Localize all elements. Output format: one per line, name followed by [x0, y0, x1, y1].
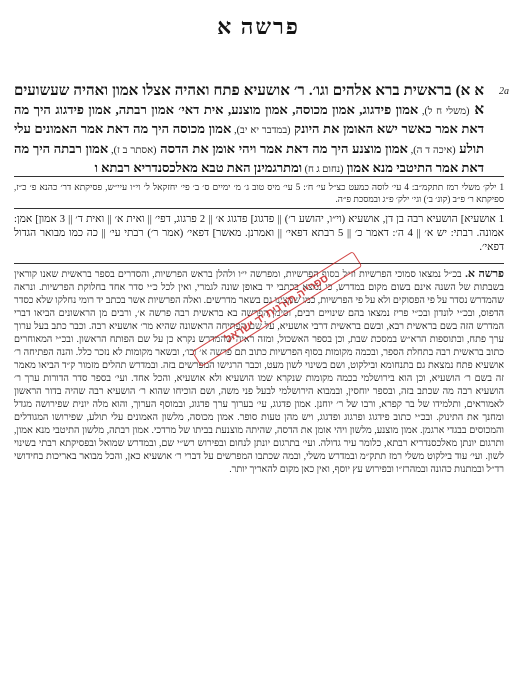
divider — [14, 208, 504, 209]
text-segment: האמונים עלי תולע — [14, 121, 485, 156]
citation: (אסתר ב ז), — [108, 144, 157, 156]
text-segment: אמון רבתה היך מה דאת אמר התיטבי מנא אמון — [14, 140, 484, 175]
main-midrash-text — [14, 82, 484, 179]
commentary-paragraph: ובכ״י המאוחרים כתוב בראשית רבה בתחלת הספר, ובכמה מקומות בסוף הפרשיות כתוב תם פרשה א׳ וכו׳, ובשאר מקומות לא נזכר כלל. והנה הפתיחה ר׳ אושעיא פתח נמצאת גם בתנחומא ובילקוט, ושם בשינוי לשון מעט, וכבר הרגישו המפרשים בזה. ובמדרש תהלים מזמור ק״ד הביאו מאמר זה בשם ר׳ הושעיא, וכן הוא בירושלמי בכמה מקומות שנקרא שמו הושעיא ולא אושעיא, והכל אחד. ועי׳ בספר סדר הדורות ערך ר׳ הושעיא רבה מה שכתב בזה, ובספר יוחסין, ובמבוא הירושלמי לבעל פני משה, ושם הוכיחו שהוא ר׳ הושעיא רבה שהיה בדור הראשון לאמוראים, ותלמידו של בר קפרא, ורבו של ר׳ יוחנן. — [14, 334, 504, 410]
textual-variants-apparatus: 1 אושעיא] הושעיא רבה בן דן, אושעיא (וי״ו, יהושע ר׳) || פדגוג] פדגוג א׳ || 2 פרגוג, דפי׳ || ואית א׳ || ואית ד׳ || 3 אמון] אמן: אמונה. רבתי: יש א׳ || 4 ה׳: דאמר כ׳ || 5 רבתא דפאי׳ || ואמרנן. מאשר] דפאי׳ (אמר ר׳) רבתי עי׳ || כה כמו מבואר הגדול דפאי׳. — [14, 214, 504, 253]
opening-line: א א) בראשית ברא אלהים וגו׳. ר׳ אושעיא פתח ואהיה אצלו אמון ואהיה שעשועים א — [14, 83, 484, 118]
citation: (במדבר יא יב), — [231, 125, 291, 136]
citation: (נחום ג ח) — [302, 164, 344, 175]
parallel-sources-notes: 1 ילק׳ משלי רמז תתקמ״ב: 4 עי׳ לוסה כמעט כצ״ל עי׳ ח׳: 5 עי׳ מיס טוב ג׳ מ׳ ימיים ס׳ ב׳ פי׳ יחזקאל ל׳ וי״ו עיי״ש, פסיקתא דר׳ כהנא פ׳ כ״ז, ספיקתא ר׳ פ״ב (קונ׳ ב׳) וגי׳ ילק׳ פ״ג ובמסכת פ״ה. — [14, 182, 504, 204]
citation: (איכה ד ה), — [407, 144, 456, 156]
text-segment: אמון מוצנע היך מה דאת אמר ויהי אומן את הדסה — [156, 140, 408, 156]
citation: (משלי ח ל), — [418, 105, 470, 117]
margin-page-marker: 2a — [499, 86, 509, 97]
text-segment: אמון פידגוג, אמון מכוסה, אמון מוצנע, אית דאי׳ אמון רבתה, אמון פידגוג היך — [29, 101, 419, 117]
text-segment: ומתרגמינן האת טבא מאלכסנדריא רבתא ו — [94, 160, 303, 175]
commentary-heading: פרשה א. — [461, 268, 504, 280]
commentary-section — [14, 268, 504, 698]
divider — [14, 176, 504, 177]
text-segment: מה דאת אמר כאשר ישא האומן את היונק — [14, 101, 485, 136]
page-title: פרשה א — [217, 14, 300, 39]
commentary-paragraph: אמון פדגוג, עי׳ בערוך ערך פדגוג, ובמוסף הערוך, והוא מלה יונית שפירושה מגדל ומחנך את התינוק. ובכ״י כתוב פידגוג ופרגוג ופדגוג, ויש מהן טעות סופר. אמון מכוסה, מלשון האמונים עלי תולע, שפירושו המגודלים והמכוסים בבגדי ארגמן. אמון מוצנע, מלשון ויהי אומן את הדסה, שהיתה מוצנעת בביתו של מרדכי. אמון רבתה, מלשון התיטבי מנא אמון, ותרגום יונתן מאלכסנדריא רבתא, כלומר עיר גדולה. ועי׳ בתרגום יונתן לנחום ובפירוש רש״י שם, ובמדרש שמואל ובפסיקתא רבתי בשינוי לשון. ועי׳ עוד בילקוט משלי רמז תתק״מ ובמדרש משלי, ובמה שכתבו המפרשים על דברי ר׳ אושעיא כאן, והכל מבואר באריכות בחידושי רד״ל ובמתנות כהונה ובמהרז״ו ובפירוש עץ יוסף, ואין כאן מקום להאריך יותר. — [14, 399, 504, 475]
commentary-paragraph: בכ״ל נמצאו סמוכי הפרשיות וז״ל בסוף הפרשיות, ומפרשה י״ו ולהלן בראש הפרשיות, והסדרים בספר בראשית שאנו קוראין בשבתות של השנה אינם בשום מקום במדרש, כי נמצא בכתבי יד באופן שונה לגמרי, ואין לכל כ״י סדר אחד בחלוקת הפרשיות. ונראה שהמדרש נסדר על פי הפסוקים ולא על פי הפרשיות, כמו שמצינו גם בשאר מדרשים. ואלה הפרשיות אשר בכתב יד רומי נחלקו שלא כסדר הדפוס, ובכ״י לונדון ובכ״י פריז נמצאו בהם שינויים רבים, וסימן הפרשה בא בראשית רבה פרשה א׳, ורבים מן הראשונים הביאו דברי המדרש הזה בשם בראשית רבא, ובשם בראשית דרבי אושעיא, על שם הפתיחה הראשונה שהיא מר׳ אושעיא רבה. וכבר כתב בעל ערוך ערך פתח, ובתוספות הרא״ש במסכת שבת, וכן בספר האשכול, ומזה ראיה שהמדרש נקרא כן על שם הפותח הראשון. — [14, 269, 504, 345]
library-stamp: ספרייה תורנית יד ישראל — [192, 251, 363, 367]
text-segment: אמון מכוסה היך מה דאת אמר — [77, 121, 232, 136]
divider — [14, 263, 504, 264]
